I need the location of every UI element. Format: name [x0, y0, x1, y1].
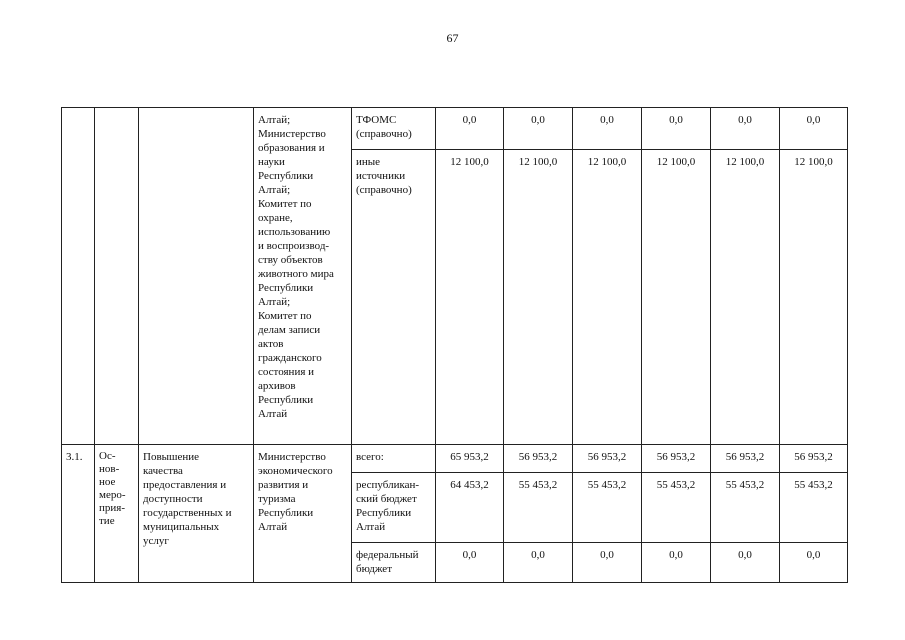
cell-number-empty [62, 108, 95, 445]
table-row [62, 108, 848, 150]
value-cell: 12 100,0 [504, 150, 573, 445]
funding-source: иные источники (справочно) [352, 150, 436, 445]
funding-source: федеральный бюджет [352, 543, 436, 583]
value-cell: 0,0 [711, 543, 780, 583]
value-cell: 55 453,2 [642, 473, 711, 543]
value-cell: 12 100,0 [642, 150, 711, 445]
value-cell: 0,0 [436, 543, 504, 583]
value-cell: 0,0 [642, 108, 711, 150]
funding-source: республикан- ский бюджет Республики Алтай [352, 473, 436, 543]
value-cell: 0,0 [573, 108, 642, 150]
value-cell: 55 453,2 [504, 473, 573, 543]
value-cell: 55 453,2 [573, 473, 642, 543]
value-cell: 56 953,2 [780, 445, 848, 473]
cell-type-empty [95, 108, 139, 445]
budget-table [61, 107, 848, 583]
item-number: 3.1. [62, 445, 95, 583]
value-cell: 12 100,0 [436, 150, 504, 445]
item-responsible: Министерство экономического развития и туризма Республики Алтай [254, 445, 352, 583]
value-cell: 56 953,2 [711, 445, 780, 473]
value-cell: 56 953,2 [504, 445, 573, 473]
table-row [62, 445, 848, 473]
cell-name-empty [139, 108, 254, 445]
value-cell: 12 100,0 [711, 150, 780, 445]
value-cell: 0,0 [504, 543, 573, 583]
item-name: Повышение качества предоставления и доступности государственных и муниципальных услуг [139, 445, 254, 583]
value-cell: 56 953,2 [642, 445, 711, 473]
value-cell: 65 953,2 [436, 445, 504, 473]
value-cell: 64 453,2 [436, 473, 504, 543]
value-cell: 0,0 [504, 108, 573, 150]
funding-source: всего: [352, 445, 436, 473]
page-number: 67 [446, 31, 459, 45]
value-cell: 12 100,0 [573, 150, 642, 445]
item-type: Ос- нов- ное меро- прия- тие [95, 445, 139, 583]
value-cell: 0,0 [780, 108, 848, 150]
value-cell: 0,0 [780, 543, 848, 583]
value-cell: 56 953,2 [573, 445, 642, 473]
responsible-executors: Алтай; Министерство образования и науки Республики Алтай; Комитет по охране, использованию и воспроизвод- ству объектов животного мира Республики Алтай; Комитет по делам записи актов гражданского состояния и архивов Республики Алтай [254, 108, 352, 445]
value-cell: 0,0 [711, 108, 780, 150]
value-cell: 12 100,0 [780, 150, 848, 445]
funding-source: ТФОМС (справочно) [352, 108, 436, 150]
value-cell: 55 453,2 [780, 473, 848, 543]
value-cell: 55 453,2 [711, 473, 780, 543]
value-cell: 0,0 [436, 108, 504, 150]
value-cell: 0,0 [642, 543, 711, 583]
value-cell: 0,0 [573, 543, 642, 583]
